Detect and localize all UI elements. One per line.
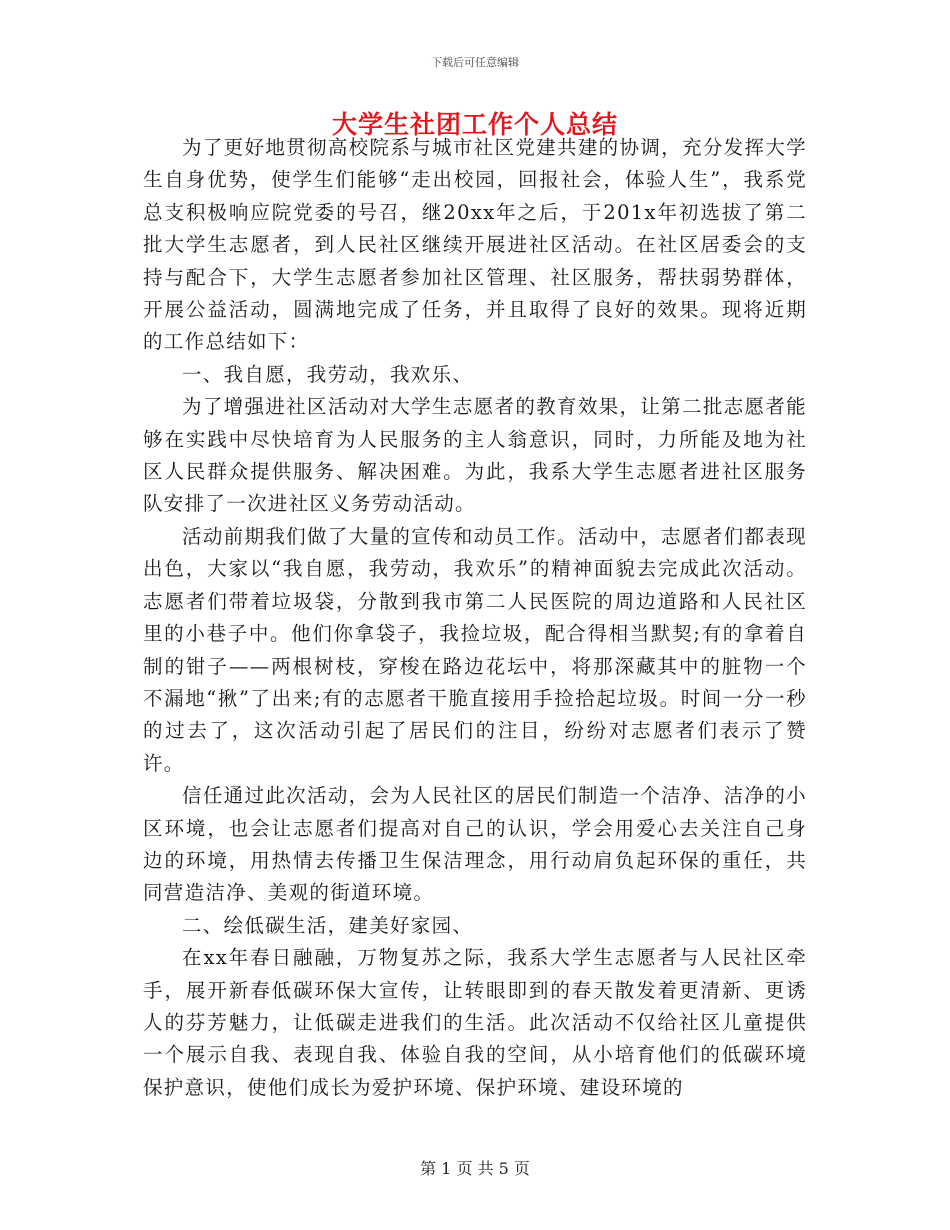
section-heading-2: 二、绘低碳生活，建美好家园、 bbox=[182, 913, 474, 937]
document-title: 大学生社团工作个人总结 bbox=[331, 110, 618, 139]
document-body bbox=[143, 132, 807, 1104]
paragraph-section-1-activity: 活动前期我们做了大量的宣传和动员工作。活动中，志愿者们都表现出色，大家以“我自愿，我劳动，我欢乐”的精神面貌去完成此次活动。志愿者们带着垃圾袋，分散到我市第二人民医院的周边道路和人民社区里的小巷子中。他们你拿袋子，我捡垃圾，配合得相当默契;有的拿着自制的钳子——两根树枝，穿梭在路边花坛中，将那深藏其中的脏物一个不漏地“揪”了出来;有的志愿者干脆直接用手捡拾起垃圾。时间一分一秒的过去了，这次活动引起了居民们的注目，纷纷对志愿者们表示了赞许。 bbox=[143, 524, 807, 775]
paragraph-section-2-intro: 在xx年春日融融，万物复苏之际，我系大学生志愿者与人民社区牵手，展开新春低碳环保大宣传，让转眼即到的春天散发着更清新、更诱人的芬芳魅力，让低碳走进我们的生活。此次活动不仅给社区儿童提供一个展示自我、表现自我、体验自我的空间，从小培育他们的低碳环境保护意识，使他们成长为爱护环境、保护环境、建设环境的 bbox=[143, 946, 807, 1099]
paragraph-section-1-purpose: 为了增强进社区活动对大学生志愿者的教育效果，让第二批志愿者能够在实践中尽快培育为人民服务的主人翁意识，同时，力所能及地为社区人民群众提供服务、解决困难。为此，我系大学生志愿者进社区服务队安排了一次进社区义务劳动活动。 bbox=[143, 395, 807, 516]
page-header-note: 下载后可任意编辑 bbox=[431, 56, 519, 69]
paragraph-intro: 为了更好地贯彻高校院系与城市社区党建共建的协调，充分发挥大学生自身优势，使学生们能够“走出校园，回报社会，体验人生”，我系党总支积极响应院党委的号召，继20xx年之后，于201x年初选拔了第二批大学生志愿者，到人民社区继续开展进社区活动。在社区居委会的支持与配合下，大学生志愿者参加社区管理、社区服务，帮扶弱势群体，开展公益活动，圆满地完成了任务，并且取得了良好的效果。现将近期的工作总结如下： bbox=[143, 136, 807, 354]
section-heading-1: 一、我自愿，我劳动，我欢乐、 bbox=[182, 362, 474, 386]
page-number-indicator: 第 1 页 共 5 页 bbox=[420, 1159, 530, 1178]
paragraph-section-1-conclusion: 信任通过此次活动，会为人民社区的居民们制造一个洁净、洁净的小区环境，也会让志愿者们提高对自己的认识，学会用爱心去关注自己身边的环境，用热情去传播卫生保洁理念，用行动肩负起环保的重任，共同营造洁净、美观的街道环境。 bbox=[143, 784, 807, 905]
